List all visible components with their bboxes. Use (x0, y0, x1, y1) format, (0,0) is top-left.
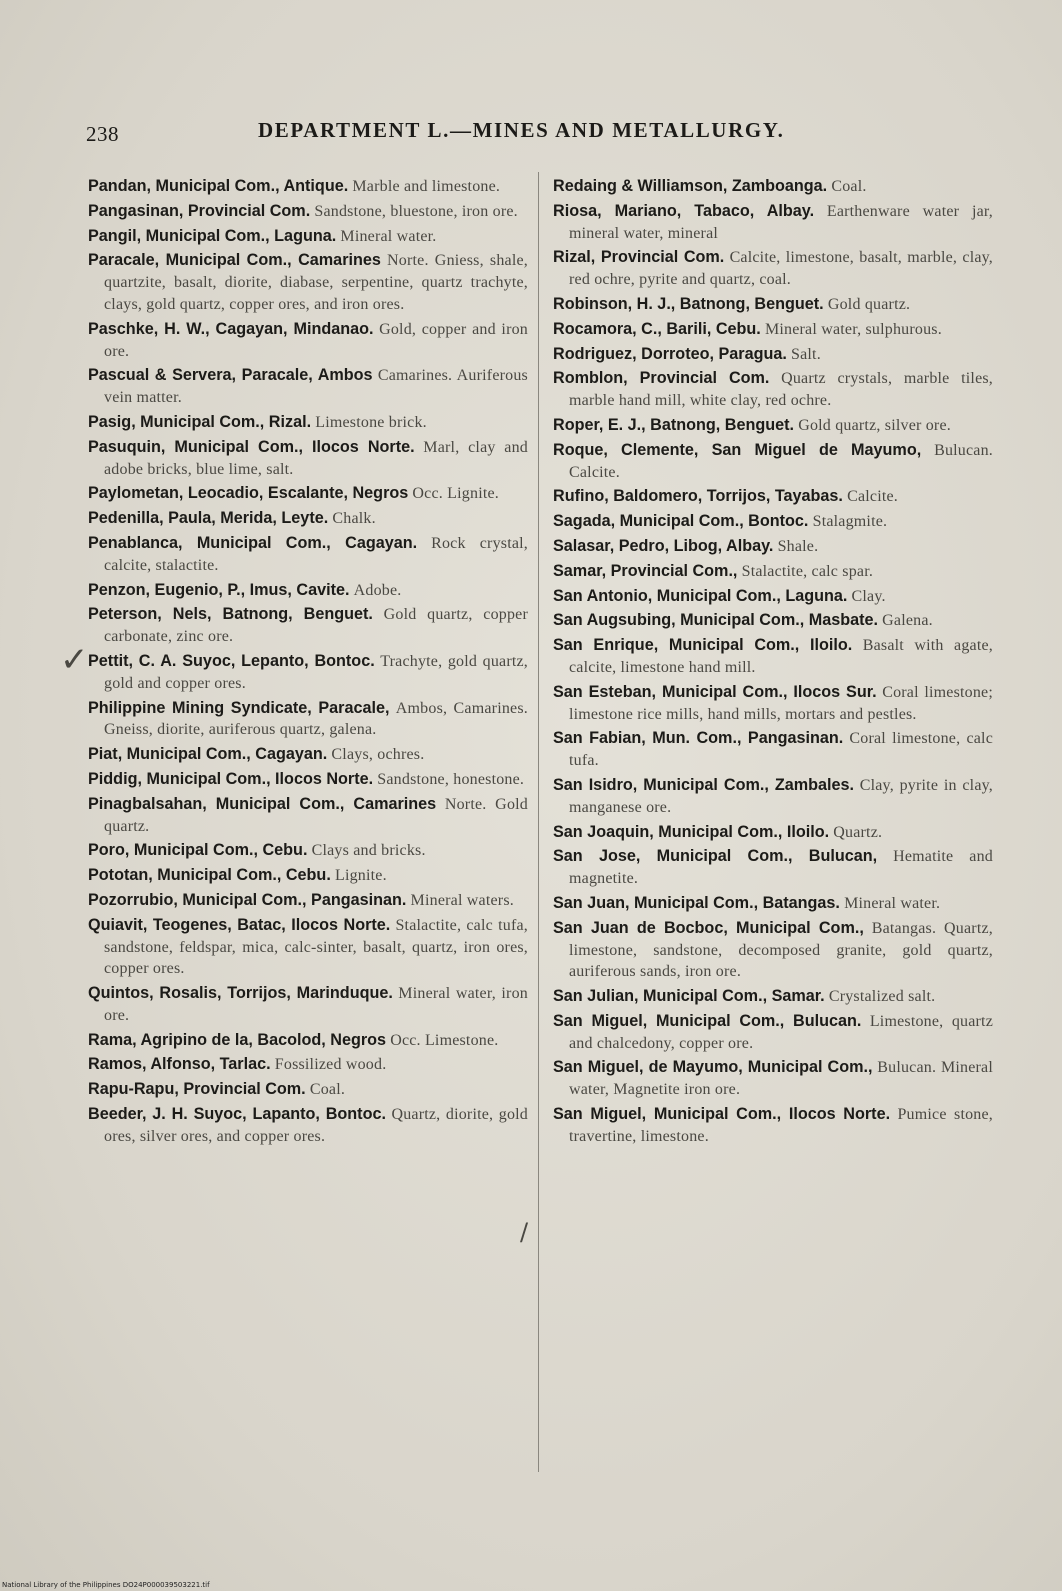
entry-name: Rizal, Provincial Com. (553, 248, 725, 267)
entry-description: Sandstone, honestone. (377, 770, 525, 788)
entry-name: Rodriguez, Dorroteo, Paragua. (553, 344, 787, 363)
directory-entry (553, 728, 993, 772)
scan-credit: National Library of the Philippines DO24P000039503221.tif (2, 1581, 210, 1589)
page-number: 238 (86, 122, 119, 146)
entry-name: San Joaquin, Municipal Com., Iloilo. (553, 822, 830, 841)
entry-name: San Isidro, Municipal Com., Zambales. (553, 775, 855, 794)
directory-entry (553, 536, 993, 558)
entry-description: Adobe. (353, 581, 402, 599)
entry-name: Rapu-Rapu, Provincial Com. (88, 1080, 306, 1099)
directory-entry (88, 769, 528, 791)
directory-entry (553, 440, 993, 484)
entry-description: Camarines. Auriferous vein matter. (104, 367, 528, 407)
handwritten-check-mark: ✓ (60, 640, 89, 680)
entry-name: Penzon, Eugenio, P., Imus, Cavite. (88, 580, 350, 599)
entry-description: Clays and bricks. (311, 842, 426, 860)
entry-description: Occ. Limestone. (390, 1031, 499, 1049)
entry-name: San Miguel, Municipal Com., Ilocos Norte. (553, 1105, 891, 1124)
entry-description: Gold quartz, silver ore. (798, 416, 951, 434)
entry-description: Galena. (882, 612, 933, 630)
entry-name: Penablanca, Municipal Com., Cagayan. (88, 533, 418, 552)
directory-entry (88, 890, 528, 912)
entry-name: San Julian, Municipal Com., Samar. (553, 987, 825, 1006)
entry-description: Marl, clay and adobe bricks, blue lime, salt. (104, 438, 529, 478)
entry-name: Rocamora, C., Barili, Cebu. (553, 319, 761, 338)
directory-entry (88, 1104, 528, 1148)
directory-entry (553, 682, 993, 726)
entry-name: San Fabian, Mun. Com., Pangasinan. (553, 729, 844, 748)
entry-description: Bulucan. Mineral water, Magnetite iron ore. (569, 1059, 994, 1099)
entry-description: Calcite, limestone, basalt, marble, clay, red ochre, pyrite and quartz, coal. (569, 249, 994, 289)
directory-entry (553, 610, 993, 632)
entry-description: Sandstone, bluestone, iron ore. (314, 202, 518, 220)
directory-entry (88, 176, 528, 198)
directory-entry (88, 651, 528, 695)
directory-entry (553, 846, 993, 890)
entry-description: Rock crystal, calcite, stalactite. (104, 534, 528, 574)
entry-name: Ramos, Alfonso, Tarlac. (88, 1055, 271, 1074)
entry-description: Gold quartz, copper carbonate, zinc ore. (104, 606, 528, 646)
entry-name: Paylometan, Leocadio, Escalante, Negros (88, 484, 409, 503)
entry-name: San Esteban, Municipal Com., Ilocos Sur. (553, 682, 877, 701)
entry-description: Norte. Gniess, shale, quartzite, basalt, diorite, diabase, serpentine, quartz trachyte, clays, gold quartz, copper ores, and iron ores. (104, 252, 529, 313)
entry-description: Earthenware water jar, mineral water, mineral (569, 202, 993, 242)
right-column (553, 176, 993, 1151)
directory-entry (553, 635, 993, 679)
directory-entry (553, 247, 993, 291)
directory-entry (88, 226, 528, 248)
directory-entry (553, 918, 993, 983)
entry-description: Coral limestone, calc tufa. (569, 730, 993, 770)
directory-entry (88, 437, 528, 481)
directory-entry (553, 294, 993, 316)
directory-entry (88, 483, 528, 505)
entry-description: Lignite. (334, 867, 387, 885)
left-column (88, 176, 528, 1151)
directory-entry (88, 319, 528, 363)
entry-description: Mineral water, sulphurous. (764, 320, 942, 338)
entry-name: Roque, Clemente, San Miguel de Mayumo, (553, 440, 922, 459)
entry-description: Stalactite, calc tufa, sandstone, feldspar, mica, calc-sinter, basalt, quartz, iron ores, copper ores. (104, 916, 528, 978)
entry-description: Pumice stone, travertine, limestone. (569, 1106, 993, 1145)
entry-description: Coral limestone; limestone rice mills, hand mills, mortars and pestles. (569, 683, 994, 723)
entry-description: Stalagmite. (812, 513, 888, 531)
entry-name: Pangasinan, Provincial Com. (88, 201, 311, 220)
entry-description: Stalactite, calc spar. (741, 562, 874, 580)
entry-name: Piat, Municipal Com., Cagayan. (88, 745, 328, 764)
entry-name: Redaing & Williamson, Zamboanga. (553, 177, 828, 195)
directory-entry (88, 533, 528, 577)
directory-entry (88, 250, 528, 315)
directory-entry (88, 604, 528, 648)
entry-name: Pozorrubio, Municipal Com., Pangasinan. (88, 890, 407, 909)
entry-name: San Antonio, Municipal Com., Laguna. (553, 586, 848, 605)
entry-name: Quiavit, Teogenes, Batac, Ilocos Norte. (88, 915, 391, 934)
directory-entry (88, 201, 528, 223)
entry-name: Paracale, Municipal Com., Camarines (88, 251, 381, 270)
entry-name: Pandan, Municipal Com., Antique. (88, 177, 349, 195)
directory-entry (553, 176, 993, 198)
entry-description: Mineral water. (340, 227, 437, 245)
entry-name: San Augsubing, Municipal Com., Masbate. (553, 611, 878, 630)
directory-entry (553, 201, 993, 245)
column-divider (538, 172, 539, 1472)
entry-description: Quartz, diorite, gold ores, silver ores, and copper ores. (104, 1106, 528, 1145)
directory-entry (553, 486, 993, 508)
entry-name: Pototan, Municipal Com., Cebu. (88, 866, 331, 885)
entry-description: Trachyte, gold quartz, gold and copper ores. (104, 652, 528, 692)
running-head-title: DEPARTMENT L.—MINES AND METALLURGY. (258, 118, 785, 142)
page-header (86, 118, 986, 152)
entry-description: Mineral water. (844, 894, 941, 912)
entry-description: Calcite. (847, 488, 898, 506)
directory-entry (88, 840, 528, 862)
entry-description: Occ. Lignite. (412, 485, 499, 503)
entry-name: Pedenilla, Paula, Merida, Leyte. (88, 509, 329, 528)
directory-entry (88, 794, 528, 838)
directory-entry (88, 744, 528, 766)
entry-description: Limestone, quartz and chalcedony, copper ore. (569, 1012, 993, 1052)
entry-name: Salasar, Pedro, Libog, Albay. (553, 536, 774, 555)
entry-name: Pasig, Municipal Com., Rizal. (88, 412, 312, 431)
entry-name: Beeder, J. H. Suyoc, Lapanto, Bontoc. (88, 1105, 386, 1124)
entry-description: Gold quartz. (827, 295, 911, 313)
entry-description: Mineral water, iron ore. (104, 985, 528, 1024)
directory-entry (553, 561, 993, 583)
entry-name: Samar, Provincial Com., (553, 561, 738, 580)
entry-description: Quartz crystals, marble tiles, marble hand mill, white clay, red ochre. (569, 370, 994, 410)
entry-name: Pangil, Municipal Com., Laguna. (88, 226, 337, 245)
entry-name: Riosa, Mariano, Tabaco, Albay. (553, 201, 815, 220)
directory-entry (553, 1057, 993, 1101)
directory-entry (88, 365, 528, 409)
entry-name: San Miguel, Municipal Com., Bulucan. (553, 1011, 862, 1030)
directory-entry (88, 915, 528, 980)
directory-entry (88, 983, 528, 1027)
entry-name: Peterson, Nels, Batnong, Benguet. (88, 605, 373, 624)
entry-name: Sagada, Municipal Com., Bontoc. (553, 512, 809, 531)
directory-entry (553, 986, 993, 1008)
directory-entry (553, 415, 993, 437)
entry-name: Pascual & Servera, Paracale, Ambos (88, 366, 373, 385)
directory-entry (553, 775, 993, 819)
entry-name: San Jose, Municipal Com., Bulucan, (553, 847, 878, 866)
entry-name: Piddig, Municipal Com., Ilocos Norte. (88, 769, 374, 788)
entry-description: Limestone brick. (315, 413, 427, 431)
directory-entry (88, 865, 528, 887)
entry-description: Clay, pyrite in clay, manganese ore. (569, 776, 993, 816)
entry-name: San Miguel, de Mayumo, Municipal Com., (553, 1058, 873, 1077)
entry-name: Rufino, Baldomero, Torrijos, Tayabas. (553, 487, 843, 506)
entry-description: Clay. (851, 587, 886, 605)
directory-entry (88, 1030, 528, 1052)
entry-name: Paschke, H. W., Cagayan, Mindanao. (88, 319, 374, 338)
entry-name: Quintos, Rosalis, Torrijos, Marinduque. (88, 984, 393, 1003)
entry-description: Marble and limestone. (352, 178, 501, 195)
directory-entry (88, 698, 528, 742)
entry-description: Gold, copper and iron ore. (104, 320, 529, 360)
entry-description: Hematite and magnetite. (569, 848, 993, 888)
directory-entry (553, 822, 993, 844)
entry-description: Norte. Gold quartz. (104, 795, 528, 835)
entry-description: Bulucan. Calcite. (569, 441, 993, 481)
entry-name: Poro, Municipal Com., Cebu. (88, 841, 308, 860)
entry-description: Mineral waters. (410, 891, 514, 909)
directory-entry (88, 508, 528, 530)
entry-description: Clays, ochres. (331, 746, 425, 764)
directory-entry (553, 319, 993, 341)
entry-description: Batangas. Quartz, limestone, sandstone, decomposed granite, gold quartz, auriferous sands, iron ore. (569, 919, 993, 981)
entry-description: Crystalized salt. (828, 988, 936, 1006)
entry-name: Romblon, Provincial Com. (553, 369, 770, 388)
entry-description: Coal. (309, 1081, 346, 1099)
handwritten-check-mark: / (520, 1218, 529, 1246)
directory-entry (553, 368, 993, 412)
entry-name: Rama, Agripino de la, Bacolod, Negros (88, 1030, 387, 1049)
directory-entry (553, 893, 993, 915)
directory-entry (553, 1011, 993, 1055)
entry-name: San Enrique, Municipal Com., Iloilo. (553, 636, 853, 655)
entry-description: Shale. (777, 537, 819, 555)
entry-name: Roper, E. J., Batnong, Benguet. (553, 415, 795, 434)
entry-name: Pettit, C. A. Suyoc, Lepanto, Bontoc. (88, 651, 375, 670)
directory-entry (88, 580, 528, 602)
directory-entry (553, 586, 993, 608)
directory-entry (553, 511, 993, 533)
entry-name: San Juan de Bocboc, Municipal Com., (553, 918, 864, 937)
entry-name: Robinson, H. J., Batnong, Benguet. (553, 294, 824, 313)
entry-name: Philippine Mining Syndicate, Paracale, (88, 698, 390, 717)
directory-entry (88, 412, 528, 434)
entry-name: Pasuquin, Municipal Com., Ilocos Norte. (88, 437, 415, 456)
directory-entry (553, 344, 993, 366)
entry-description: Ambos, Camarines. Gneiss, diorite, auriferous quartz, galena. (104, 699, 528, 739)
directory-entry (88, 1054, 528, 1076)
entry-description: Fossilized wood. (274, 1056, 387, 1074)
entry-description: Chalk. (332, 510, 376, 528)
entry-description: Quartz. (833, 823, 883, 841)
entry-name: San Juan, Municipal Com., Batangas. (553, 893, 840, 912)
directory-entry (88, 1079, 528, 1101)
entry-description: Coal. (831, 178, 867, 195)
entry-description: Basalt with agate, calcite, limestone hand mill. (569, 637, 994, 676)
entry-name: Pinagbalsahan, Municipal Com., Camarines (88, 794, 437, 813)
entry-description: Salt. (791, 345, 821, 363)
directory-entry (553, 1104, 993, 1148)
